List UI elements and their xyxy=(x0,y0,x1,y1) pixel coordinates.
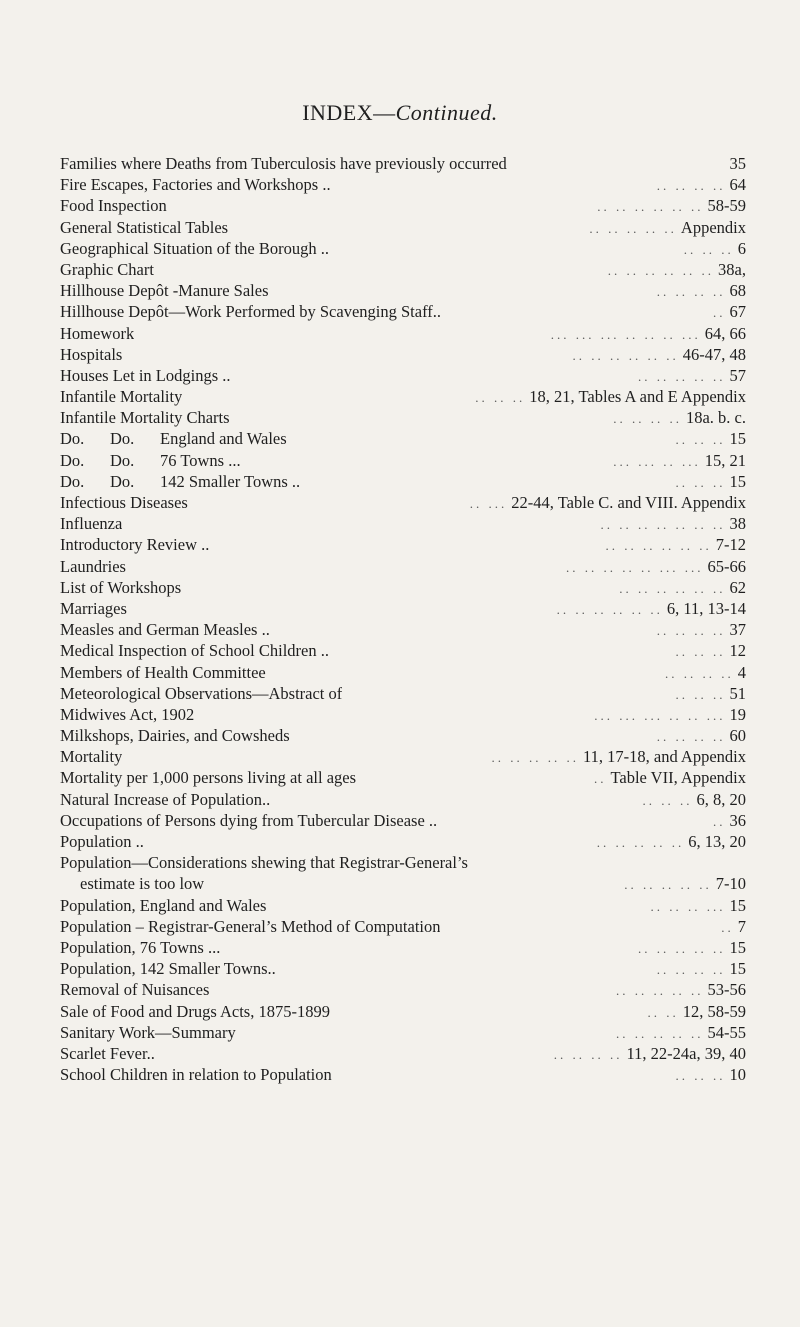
ditto-subject: 76 Towns ... xyxy=(160,450,241,470)
ditto-subject: England and Wales xyxy=(160,429,287,449)
index-entry xyxy=(60,1022,746,1043)
title-continued: Continued. xyxy=(395,100,498,125)
index-entry xyxy=(60,280,746,301)
dot-leader: .. .. .. .. .. xyxy=(638,940,726,956)
dot-leader: .. .. .. .. .. .. xyxy=(607,262,715,278)
page-reference: 6, 8, 20 xyxy=(696,789,746,809)
index-entry xyxy=(60,810,746,831)
entry-label xyxy=(60,450,241,471)
dot-leader: ... ... ... .. .. .. ... xyxy=(550,326,701,342)
page-reference: 67 xyxy=(729,302,746,322)
dot-leader: .. .. .. .. .. xyxy=(491,750,579,766)
page-reference: 58-59 xyxy=(707,196,746,216)
dot-leader: .. .. .. .. .. .. xyxy=(605,538,712,554)
page-reference: Table VII, Appendix xyxy=(610,768,746,788)
page-reference: 15 xyxy=(729,471,746,491)
index-entry xyxy=(60,365,746,386)
entry-label: Occupations of Persons dying from Tubercular Disease .. xyxy=(60,810,438,830)
ditto-subject: 142 Smaller Towns .. xyxy=(160,471,301,491)
ditto-sublabel: Do. xyxy=(110,450,135,470)
dot-leader: ... ... .. ... xyxy=(613,453,701,469)
page-reference: 15 xyxy=(729,937,746,957)
entry-label: Meteorological Observations—Abstract of xyxy=(60,683,343,703)
page-reference: Appendix xyxy=(680,217,746,237)
page-reference: 46-47, 48 xyxy=(682,344,746,364)
page-reference: 64, 66 xyxy=(704,323,746,343)
index-entry xyxy=(60,789,746,810)
page-reference: 18, 21, Tables A and E Appendix xyxy=(529,387,746,407)
dot-leader: .. .. .. .. xyxy=(656,284,726,300)
index-entry xyxy=(60,873,746,894)
entry-label: Members of Health Committee xyxy=(60,662,266,682)
entry-label: Graphic Chart xyxy=(60,259,154,279)
entry-label: Population, 76 Towns ... xyxy=(60,937,221,957)
entry-label: Measles and German Measles .. xyxy=(60,620,270,640)
entry-label: Families where Deaths from Tuberculosis have previously occurred xyxy=(60,154,507,173)
page-reference: 12, 58-59 xyxy=(682,1001,746,1021)
page-reference: 54-55 xyxy=(707,1022,746,1042)
entry-label: Scarlet Fever.. xyxy=(60,1043,155,1063)
entry-label: Population—Considerations shewing that Registrar-General’s xyxy=(60,853,468,873)
dot-leader: .. .. .. xyxy=(675,686,726,702)
page-reference: 10 xyxy=(729,1065,746,1085)
dot-leader: .. .. .. .. .. xyxy=(638,368,726,384)
page-reference: 11, 17-18, and Appendix xyxy=(583,747,746,767)
entry-label: Population .. xyxy=(60,832,144,851)
dot-leader: .. .. .. .. xyxy=(613,411,682,427)
page-reference: 12 xyxy=(729,641,746,661)
dot-leader: ... ... ... .. .. ... xyxy=(594,707,726,723)
page-reference: 65-66 xyxy=(707,556,746,576)
index-entry xyxy=(60,1064,746,1085)
entry-label xyxy=(60,471,300,492)
entry-label: Population – Registrar-General’s Method of Computation xyxy=(60,916,441,936)
entry-label: Midwives Act, 1902 xyxy=(60,704,195,724)
index-entry xyxy=(60,916,746,937)
entry-label: Laundries xyxy=(60,556,126,576)
page-reference: 64 xyxy=(729,175,746,195)
page-reference: 51 xyxy=(729,683,746,703)
index-entry xyxy=(60,619,746,640)
index-entry xyxy=(60,534,746,555)
page-title xyxy=(0,100,800,126)
index-entry xyxy=(60,513,746,534)
index-entry xyxy=(60,259,746,280)
page-reference: 60 xyxy=(729,726,746,746)
page-reference: 38 xyxy=(729,514,746,534)
dot-leader: .. .. .. .. .. .. xyxy=(556,601,663,617)
page-reference: 22-44, Table C. and VIII. Appendix xyxy=(511,493,746,512)
entry-label: Hillhouse Depôt -Manure Sales xyxy=(60,281,269,301)
index-entry xyxy=(60,407,746,428)
entry-label: Introductory Review .. xyxy=(60,535,210,555)
page-reference: 7-12 xyxy=(715,535,746,555)
index-entry xyxy=(60,852,746,873)
index-entry xyxy=(60,492,746,513)
page-reference: 53-56 xyxy=(707,980,746,1000)
dot-leader: .. .. .. xyxy=(675,1068,726,1084)
index-entry xyxy=(60,1043,746,1064)
dot-leader: .. .. .. .. .. .. xyxy=(597,199,704,215)
dot-leader: .. .. .. ... xyxy=(650,898,726,914)
entry-label: Hospitals xyxy=(60,344,123,364)
page-reference: 7-10 xyxy=(715,874,746,894)
page-reference: 15 xyxy=(729,895,746,915)
title-main: INDEX— xyxy=(302,100,396,125)
dot-leader: .. .. .. xyxy=(475,390,526,406)
dot-leader: .. .. .. .. .. ... ... xyxy=(566,559,704,575)
page-reference: 6, 11, 13-14 xyxy=(666,598,746,618)
dot-leader: .. xyxy=(713,813,726,829)
page-reference: 57 xyxy=(729,365,746,385)
dot-leader: .. xyxy=(593,771,607,787)
dot-leader: .. .. .. xyxy=(642,792,693,808)
entry-label: Sale of Food and Drugs Acts, 1875-1899 xyxy=(60,1001,330,1021)
entry-label: Mortality per 1,000 persons living at all ages xyxy=(60,768,357,788)
dot-leader: .. .. .. .. .. xyxy=(616,1025,704,1041)
index-entry xyxy=(60,1001,746,1022)
index-entry xyxy=(60,746,746,767)
index-entry xyxy=(60,767,746,788)
entry-label xyxy=(60,428,287,449)
ditto-label: Do. xyxy=(60,450,85,470)
index-entry xyxy=(60,428,746,449)
page-reference: 36 xyxy=(729,810,746,830)
page-reference: 15 xyxy=(729,959,746,979)
dot-leader: .. xyxy=(721,919,734,935)
entry-label: Influenza xyxy=(60,514,123,534)
index-entry xyxy=(60,831,746,852)
entry-label: Infantile Mortality Charts xyxy=(60,408,230,428)
dot-leader: .. .. .. .. xyxy=(553,1046,623,1062)
dot-leader: .. .. .. .. .. .. xyxy=(619,580,726,596)
entry-label: Geographical Situation of the Borough .. xyxy=(60,238,329,258)
page-reference: 15 xyxy=(729,429,746,449)
index-entry xyxy=(60,323,746,344)
ditto-sublabel: Do. xyxy=(110,429,135,449)
index-entry xyxy=(60,937,746,958)
entry-label: estimate is too low xyxy=(80,874,205,894)
entry-label: General Statistical Tables xyxy=(60,217,229,237)
dot-leader: .. .. .. xyxy=(675,432,726,448)
entry-label: Marriages xyxy=(60,598,127,618)
dot-leader: .. .. .. .. xyxy=(665,665,734,681)
dot-leader: .. .. .. .. .. xyxy=(624,877,712,893)
page-reference: 6, 13, 20 xyxy=(688,832,746,851)
index-entry xyxy=(60,174,746,195)
entry-label: List of Workshops xyxy=(60,577,182,597)
index-entry xyxy=(60,195,746,216)
dot-leader: .. .. .. xyxy=(683,241,734,257)
entry-label: Removal of Nuisances xyxy=(60,980,210,1000)
ditto-sublabel: Do. xyxy=(110,471,135,491)
index-entry xyxy=(60,577,746,598)
entry-label: Milkshops, Dairies, and Cowsheds xyxy=(60,726,290,746)
dot-leader: .. xyxy=(713,305,726,321)
page-reference: 35 xyxy=(729,154,746,173)
index-entry xyxy=(60,640,746,661)
page-reference: 7 xyxy=(737,916,746,936)
index-entry xyxy=(60,217,746,238)
index-entry xyxy=(60,979,746,1000)
dot-leader: .. .. .. .. .. xyxy=(589,220,677,236)
index-entry xyxy=(60,598,746,619)
index-entry xyxy=(60,556,746,577)
index-entry xyxy=(60,895,746,916)
page-reference: 38a, xyxy=(718,259,746,279)
entry-label: School Children in relation to Population xyxy=(60,1065,332,1085)
page-reference: 19 xyxy=(729,704,746,724)
dot-leader: .. .. .. .. xyxy=(656,962,726,978)
entry-label: Sanitary Work—Summary xyxy=(60,1022,236,1042)
index-entry xyxy=(60,344,746,365)
page-reference: 68 xyxy=(729,281,746,301)
dot-leader: .. .. .. .. .. xyxy=(616,983,704,999)
ditto-label: Do. xyxy=(60,471,85,491)
page-reference: 15, 21 xyxy=(704,450,746,470)
entry-label: Medical Inspection of School Children .. xyxy=(60,641,329,661)
entry-label: Homework xyxy=(60,323,135,343)
ditto-label: Do. xyxy=(60,429,85,449)
entry-label: Infectious Diseases xyxy=(60,493,188,512)
page-reference: 37 xyxy=(729,620,746,640)
dot-leader: .. .. .. .. .. .. .. xyxy=(600,517,726,533)
dot-leader: .. .. .. .. xyxy=(656,178,726,194)
entry-label: Infantile Mortality xyxy=(60,387,183,407)
index-entry xyxy=(60,301,746,322)
entry-label: Houses Let in Lodgings .. xyxy=(60,365,231,385)
dot-leader: .. .. .. .. xyxy=(656,729,726,745)
dot-leader: .. .. .. xyxy=(675,644,726,660)
page-reference: 11, 22-24a, 39, 40 xyxy=(626,1043,746,1063)
index-entry xyxy=(60,704,746,725)
index-entry xyxy=(60,450,746,471)
dot-leader: .. .. .. .. .. .. xyxy=(572,347,679,363)
page-reference: 18a. b. c. xyxy=(685,408,746,428)
page-reference: 62 xyxy=(729,577,746,597)
index-entry xyxy=(60,958,746,979)
dot-leader: .. .. .. xyxy=(675,474,726,490)
index-entry xyxy=(60,725,746,746)
dot-leader: .. .. .. .. xyxy=(656,623,726,639)
dot-leader: .. .. xyxy=(647,1004,679,1020)
index-entry xyxy=(60,683,746,704)
index-entry xyxy=(60,238,746,259)
index-entry xyxy=(60,153,746,174)
entry-label: Population, 142 Smaller Towns.. xyxy=(60,959,276,979)
entry-label: Mortality xyxy=(60,747,123,767)
dot-leader: .. .. .. .. .. xyxy=(596,835,685,850)
index-entry xyxy=(60,662,746,683)
page-reference: 4 xyxy=(737,662,746,682)
page-reference: 6 xyxy=(737,238,746,258)
entry-label: Hillhouse Depôt—Work Performed by Scavenging Staff.. xyxy=(60,302,442,322)
index-entry xyxy=(60,386,746,407)
dot-leader: .. ... xyxy=(469,496,508,511)
entry-label: Population, England and Wales xyxy=(60,895,267,915)
entry-label: Fire Escapes, Factories and Workshops .. xyxy=(60,175,331,195)
entry-label: Food Inspection xyxy=(60,196,167,216)
index-entries xyxy=(60,153,746,1085)
index-entry xyxy=(60,471,746,492)
entry-label: Natural Increase of Population.. xyxy=(60,789,271,809)
